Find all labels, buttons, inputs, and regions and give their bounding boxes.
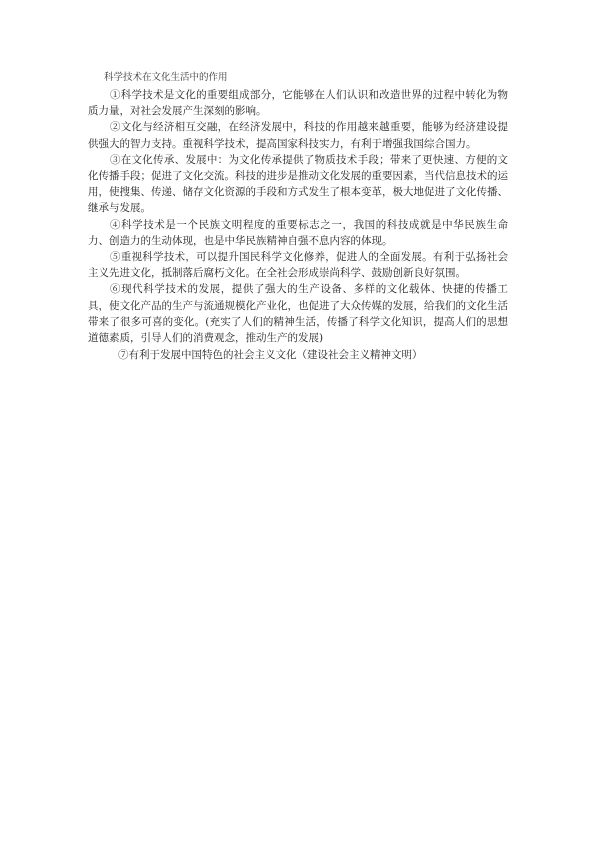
paragraph-5: ⑤重视科学技术，可以提升国民科学文化修养，促进人的全面发展。有利于弘扬社会主义先进文化，抵制落后腐朽文化。在全社会形成崇尚科学、鼓励创新良好氛围。 xyxy=(88,251,508,280)
paragraph-4: ④科学技术是一个民族文明程度的重要标志之一，我国的科技成就是中华民族生命力、创造力的生动体现，也是中华民族精神自强不息内容的体现。 xyxy=(88,218,508,247)
paragraph-6: ⑥现代科学技术的发展，提供了强大的生产设备、多样的文化载体、快捷的传播工具，使文化产品的生产与流通规模化产业化，也促进了大众传媒的发展，给我们的文化生活带来了很多可喜的变化。(充实了人们的精神生活，传播了科学文化知识，提高人们的思想道德素质，引导人们的消费观念，推动生产的发展) xyxy=(88,283,508,345)
document-title: 科学技术在文化生活中的作用 xyxy=(104,72,228,83)
paragraph-3: ③在文化传承、发展中：为文化传承提供了物质技术手段；带来了更快速、方便的文化传播手段；促进了文化交流。科技的进步是推动文化发展的重要因素，当代信息技术的运用，使搜集、传递、储存文化资源的手段和方式发生了根本变革，极大地促进了文化传播、继承与发展。 xyxy=(88,153,508,215)
paragraph-1: ①科学技术是文化的重要组成部分，它能够在人们认识和改造世界的过程中转化为物质力量，对社会发展产生深刻的影响。 xyxy=(88,89,508,118)
paragraph-7: ⑦有利于发展中国特色的社会主义文化（建设社会主义精神文明） xyxy=(118,349,423,362)
paragraph-2: ②文化与经济相互交融，在经济发展中，科技的作用越来越重要，能够为经济建设提供强大的智力支持。重视科学技术，提高国家科技实力，有利于增强我国综合国力。 xyxy=(88,121,508,150)
document-body xyxy=(88,71,508,363)
